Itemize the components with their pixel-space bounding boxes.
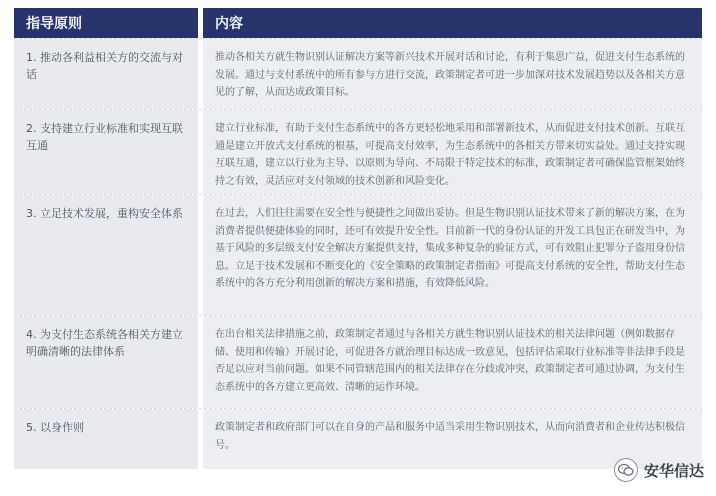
row-content: 在过去，人们往往需要在安全性与便捷性之间做出妥协。但是生物识别认证技术带来了新的解决方案，在为消费者提供便捷体验的同时，还可有效提升安全性。目前新一代的身份认证的开发工具包正在研发当中，为基于风险的多层级支付安全解决方案提供支持，集成多种复杂的验证方式，可有效阻止犯罪分子盗用身份信息。立足于技术发展和不断变化的《安全策略的政策制定者指南》可提高支付系统的安全性，帮助支付生态系统中的各方充分利用创新的解决方案和措施，有效降低风险。 — [203, 195, 702, 315]
table-row — [14, 194, 702, 315]
table-row — [14, 315, 702, 408]
table-row — [14, 38, 702, 109]
wechat-icon — [614, 458, 638, 482]
watermark — [614, 458, 704, 482]
row-principle: 1. 推动各利益相关方的交流与对话 — [14, 39, 198, 109]
header-content: 内容 — [203, 8, 702, 38]
table-row — [14, 408, 702, 469]
table-header — [14, 8, 702, 38]
watermark-text: 安华信达 — [643, 461, 704, 480]
row-content: 推动各相关方就生物识别认证解决方案等新兴技术开展对话和讨论，有利于集思广益，促进支付生态系统的发展。通过与支付系统中的所有参与方进行交流，政策制定者可进一步加深对技术发展趋势以及各相关方意见的了解，从而达成政策目标。 — [203, 39, 702, 109]
row-principle: 2. 支持建立行业标准和实现互联互通 — [14, 110, 198, 194]
row-content: 建立行业标准，有助于支付生态系统中的各方更轻松地采用和部署新技术，从而促进支付技术创新。互联互通是建立开放式支付系统的根基，可提高支付效率，为生态系统中的各相关方带来切实益处。通过支持实现互联互通，建立以行业为主导、以原则为导向、不局限于特定技术的标准，政策制定者可确保监管框架始终持之有效，灵活应对支付领域的技术创新和风险变化。 — [203, 110, 702, 194]
row-principle: 5. 以身作则 — [14, 409, 198, 469]
row-principle: 4. 为支付生态系统各相关方建立明确清晰的法律体系 — [14, 316, 198, 408]
row-principle: 3. 立足技术发展，重构安全体系 — [14, 195, 198, 315]
row-content: 在出台相关法律措施之前，政策制定者通过与各相关方就生物识别认证技术的相关法律问题（例如数据存储、使用和传输）开展讨论，可促进各方就治理目标达成一致意见，包括评估采取行业标准等非法律手段是否足以应对当前问题。如果不同管辖范围内的相关法律存在分歧或冲突，政策制定者可通过协调，为支付生态系统中的各方建立更高效、清晰的运作环境。 — [203, 316, 702, 408]
row-content: 政策制定者和政府部门可以在自身的产品和服务中适当采用生物识别技术，从而向消费者和企业传达积极信号。 — [203, 409, 702, 469]
table-row — [14, 109, 702, 194]
header-principle: 指导原则 — [14, 8, 198, 38]
principles-table — [14, 8, 702, 469]
